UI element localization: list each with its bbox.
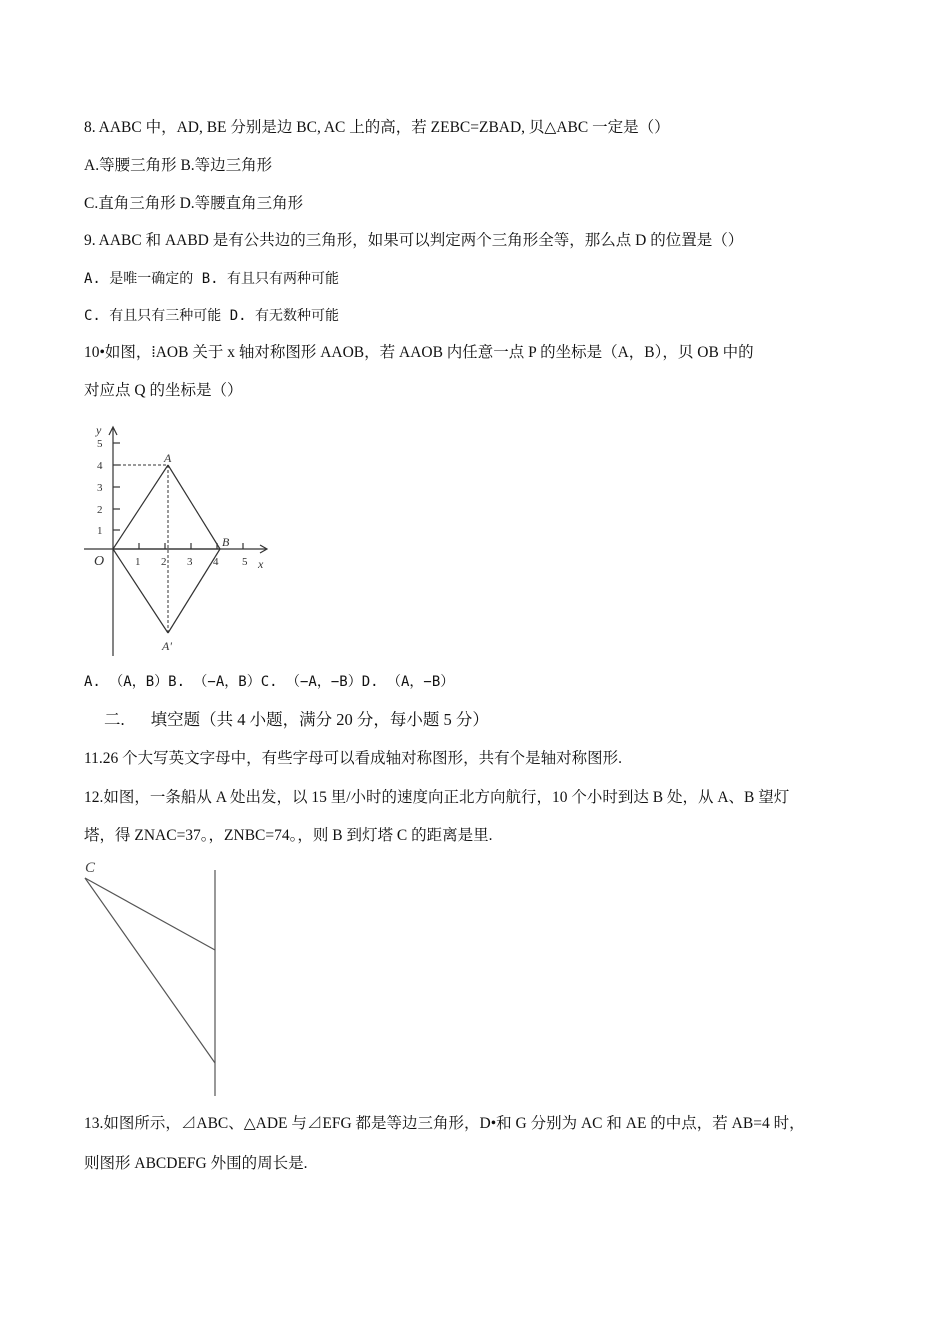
x-tick-2: 2 bbox=[161, 556, 167, 568]
y-tick-2: 2 bbox=[97, 504, 103, 516]
x-tick-3: 3 bbox=[187, 556, 193, 568]
q9-stem: 9. AABC 和 AABD 是有公共边的三角形，如果可以判定两个三角形全等，那么点 D 的位置是（） bbox=[84, 232, 744, 249]
section-heading bbox=[104, 710, 489, 730]
y-tick-3: 3 bbox=[97, 482, 103, 494]
origin-label: O bbox=[94, 554, 105, 569]
q13-stem-line1: 13.如图所示，⊿ABC、△ADE 与⊿EFG 都是等边三角形，D•和 G 分别为 AC 和 AE 的中点，若 AB=4 时， bbox=[84, 1115, 805, 1132]
x-tick-4: 4 bbox=[213, 556, 219, 568]
x-tick-1: 1 bbox=[135, 556, 141, 568]
q9-options-cd: C. 有且只有三种可能 D. 有无数种可能 bbox=[84, 308, 340, 324]
segment-ca bbox=[85, 878, 215, 1063]
section-number: 二. bbox=[104, 710, 125, 729]
y-tick-5: 5 bbox=[97, 438, 103, 450]
section-title: 填空题（共 4 小题，满分 20 分，每小题 5 分） bbox=[150, 710, 489, 729]
segment-ab bbox=[168, 465, 220, 549]
point-a-label: A bbox=[164, 451, 172, 465]
q12-stem-line1: 12.如图，一条船从 A 处出发，以 15 里/小时的速度向正北方向航行，10 个小时到达 B 处，从 A、B 望灯 bbox=[84, 789, 790, 806]
q9-options-ab: A. 是唯一确定的 B. 有且只有两种可能 bbox=[84, 271, 340, 287]
q12-lighthouse-figure bbox=[80, 855, 230, 1100]
x-tick-5: 5 bbox=[242, 556, 248, 568]
segment-oa bbox=[113, 465, 168, 549]
q8-stem: 8. AABC 中，AD, BE 分别是边 BC, AC 上的高，若 ZEBC=ZBAD, 贝△ABC 一定是（） bbox=[84, 119, 670, 136]
x-axis-label: x bbox=[258, 557, 264, 571]
q10-coordinate-figure bbox=[80, 418, 280, 658]
segment-cb bbox=[85, 878, 215, 950]
y-tick-1: 1 bbox=[97, 525, 103, 537]
q8-options-cd: C.直角三角形 D.等腰直角三角形 bbox=[84, 195, 304, 212]
y-axis-label: y bbox=[96, 423, 102, 437]
q11-stem: 11.26 个大写英文字母中，有些字母可以看成轴对称图形，共有个是轴对称图形. bbox=[84, 750, 623, 767]
point-a-prime-label: A' bbox=[162, 639, 172, 653]
q10-stem-line1: 10•如图，⁞AOB 关于 x 轴对称图形 AAOB，若 AAOB 内任意一点 P 的坐标是（A，B），贝 OB 中的 bbox=[84, 344, 754, 361]
y-tick-4: 4 bbox=[97, 460, 103, 472]
segment-oa-prime bbox=[113, 549, 168, 633]
q8-options-ab: A.等腰三角形 B.等边三角形 bbox=[84, 157, 273, 174]
point-c-label: C bbox=[85, 860, 96, 876]
point-b-label: B bbox=[222, 535, 230, 549]
q10-options: A. （A，B）B. （−A，B）C. （−A，−B）D. （A，−B） bbox=[84, 674, 455, 690]
q13-stem-line2: 则图形 ABCDEFG 外围的周长是. bbox=[84, 1155, 308, 1172]
q10-stem-line2: 对应点 Q 的坐标是（） bbox=[84, 382, 243, 399]
q12-stem-line2: 塔，得 ZNAC=37。，ZNBC=74。，则 B 到灯塔 C 的距离是里. bbox=[84, 827, 493, 844]
